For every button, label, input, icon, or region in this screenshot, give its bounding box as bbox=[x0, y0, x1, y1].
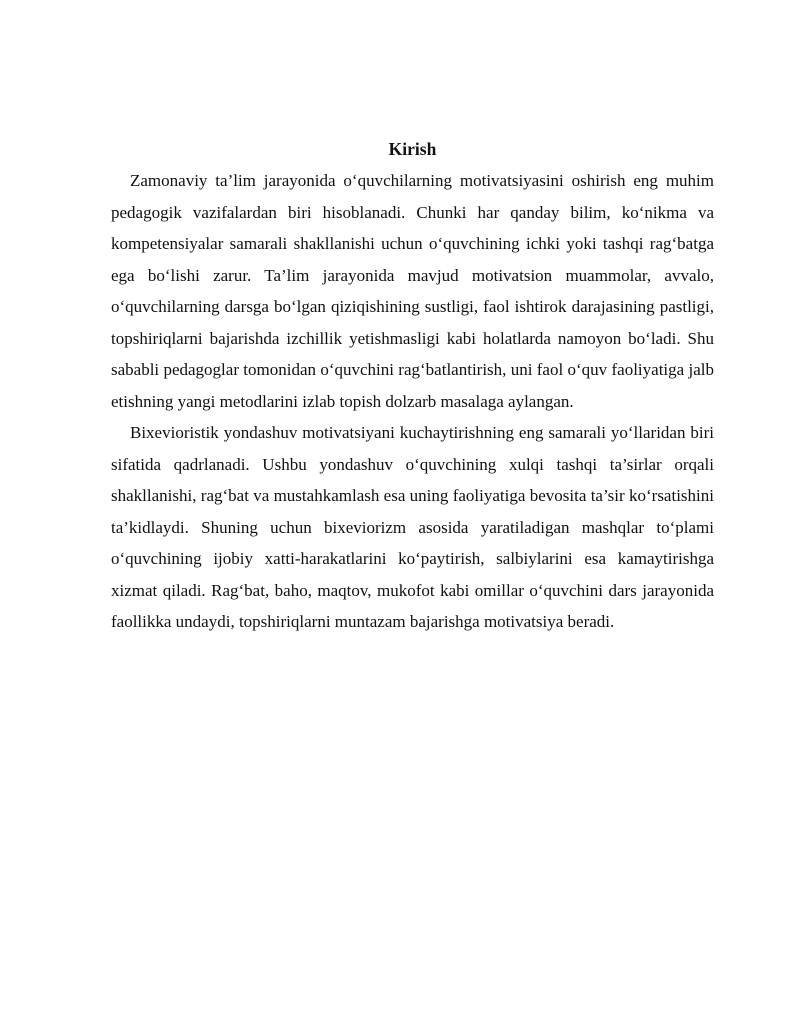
paragraph-behaviorism: Bixevioristik yondashuv motivatsiyani kuchaytirishning eng samarali yo‘llaridan biri sifatida qadrlanadi. Ushbu yondashuv o‘quvchining xulqi tashqi ta’sirlar orqali shakllanishi, rag‘bat va mustahkamlash esa uning faoliyatiga bevosita ta’sir ko‘rsatishini ta’kidlaydi. Shuning uchun bixeviorizm asosida yaratiladigan mashqlar to‘plami o‘quvchining ijobiy xatti-harakatlarini ko‘paytirish, salbiylarini esa kamaytirishga xizmat qiladi. Rag‘bat, baho, maqtov, mukofot kabi omillar o‘quvchini dars jarayonida faollikka undaydi, topshiriqlarni muntazam bajarishga motivatsiya beradi. bbox=[111, 423, 714, 631]
section-title: Kirish bbox=[388, 139, 437, 159]
paragraph-intro: Zamonaviy ta’lim jarayonida o‘quvchilarning motivatsiyasini oshirish eng muhim pedagogik vazifalardan biri hisoblanadi. Chunki har qanday bilim, ko‘nikma va kompetensiyalar samarali shakllanishi uchun o‘quvchining ichki yoki tashqi rag‘batga ega bo‘lishi zarur. Ta’lim jarayonida mavjud motivatsion muammolar, avvalo, o‘quvchilarning darsga bo‘lgan qiziqishining sustligi, faol ishtirok darajasining pastligi, topshiriqlarni bajarishda izchillik yetishmasligi kabi holatlarda namoyon bo‘ladi. Shu sababli pedagoglar tomonidan o‘quvchini rag‘batlantirish, uni faol o‘quv faoliyatiga jalb etishning yangi metodlarini izlab topish dolzarb masalaga aylangan. bbox=[111, 171, 714, 411]
document-body bbox=[111, 134, 714, 638]
